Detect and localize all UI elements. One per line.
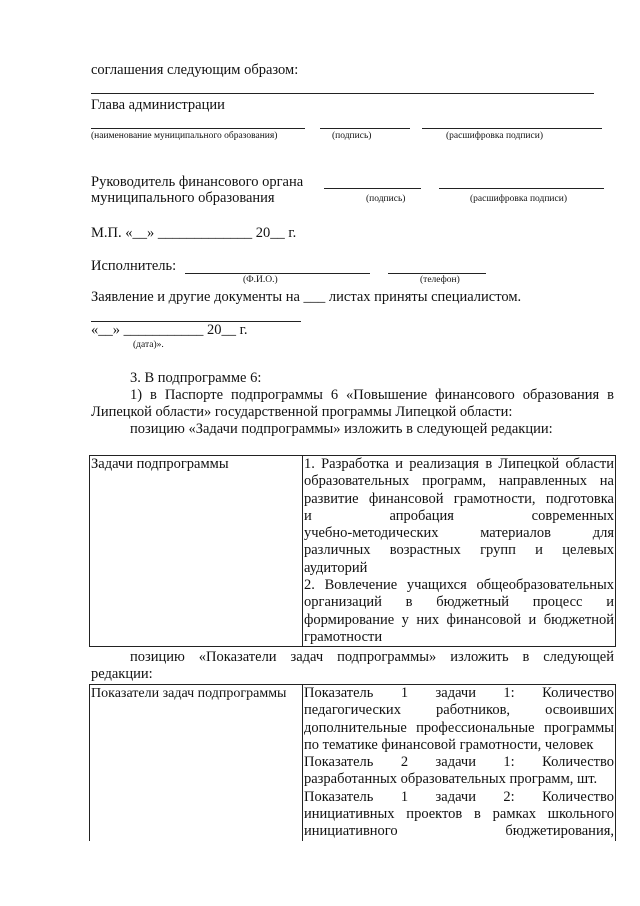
tasks-line: организаций в бюджетный процесс и	[304, 594, 614, 611]
table-cell-content	[303, 685, 616, 841]
caption-date: (дата)».	[133, 340, 164, 350]
tasks-line: 2. Вовлечение учащихся общеобразовательных	[304, 577, 614, 594]
tasks-line: 1. Разработка и реализация в Липецкой области	[304, 456, 614, 472]
indicator-line: педагогических работников, освоивших	[304, 702, 614, 719]
item-3-1-line2: Липецкой области» государственной программы Липецкой области:	[91, 404, 513, 420]
table-row	[90, 685, 616, 841]
fin-head-title-line2: муниципального образования	[91, 190, 275, 206]
tasks-line: различных возрастных групп и целевых	[304, 542, 614, 559]
caption-decoding-2: (расшифровка подписи)	[470, 194, 567, 204]
table-cell-content	[303, 456, 616, 647]
caption-phone: (телефон)	[420, 275, 460, 285]
tasks-line: формирование у них финансовой и бюджетной	[304, 611, 614, 628]
caption-signature-1: (подпись)	[332, 131, 372, 141]
indicator-line: Показатель 1 задачи 1: Количество	[304, 685, 614, 701]
decoding-line-1	[422, 128, 602, 129]
tasks-line: развитие финансовой грамотности, подготовка	[304, 490, 614, 507]
table-cell-label	[90, 456, 303, 647]
tasks-label: Задачи подпрограммы	[91, 456, 229, 472]
caption-fio: (Ф.И.О.)	[243, 275, 278, 285]
statement-text: Заявление и другие документы на ___ листах приняты специалистом.	[91, 289, 522, 305]
tasks-line: и апробация современных	[304, 507, 614, 524]
tasks-line: аудиторий	[304, 559, 368, 576]
decoding-line-2	[439, 188, 604, 189]
indicator-line: Показатель 1 задачи 2: Количество	[304, 788, 614, 805]
tasks-intro: позицию «Задачи подпрограммы» изложить в следующей редакции:	[130, 421, 553, 437]
indicator-line: инициативного бюджетирования,	[304, 823, 614, 840]
tasks-line: учебно-методических материалов для	[304, 525, 614, 542]
indicators-intro-line1: позицию «Показатели задач подпрограммы» изложить в следующей	[130, 649, 614, 665]
caption-municipality: (наименование муниципального образования)	[91, 131, 278, 141]
executor-label: Исполнитель:	[91, 258, 177, 274]
intro-text: соглашения следующим образом:	[91, 62, 299, 78]
tasks-table	[89, 455, 616, 647]
tasks-line: образовательных программ, направленных на	[304, 473, 614, 490]
table-row	[90, 456, 616, 647]
indicators-label: Показатели задач подпрограммы	[91, 686, 287, 701]
fin-head-title-line1: Руководитель финансового органа	[91, 174, 304, 190]
signature-line-1	[320, 128, 410, 129]
phone-line	[388, 273, 486, 274]
tasks-line: грамотности	[304, 628, 383, 645]
indicator-line: разработанных образовательных программ, шт.	[304, 771, 598, 788]
divider-line	[91, 93, 594, 94]
indicators-intro-line2: редакции:	[91, 666, 153, 682]
indicator-line: инициативных проектов в рамках школьного	[304, 806, 614, 823]
caption-signature-2: (подпись)	[366, 194, 406, 204]
caption-decoding-1: (расшифровка подписи)	[446, 131, 543, 141]
head-admin-title: Глава администрации	[91, 97, 225, 113]
table-cell-label	[90, 685, 303, 841]
signature-line-2	[324, 188, 421, 189]
date-line: «__» ___________ 20__ г.	[91, 322, 248, 338]
fio-line	[185, 273, 370, 274]
municipality-line	[91, 128, 305, 129]
indicators-table	[89, 684, 616, 841]
item-3-1-line1: 1) в Паспорте подпрограммы 6 «Повышение финансового образования в	[130, 387, 614, 403]
indicator-line: дополнительные профессиональные программы	[304, 719, 614, 736]
indicator-line: Показатель 2 задачи 1: Количество	[304, 754, 614, 771]
indicator-line: по тематике финансовой грамотности, человек	[304, 736, 594, 753]
item-3-text: 3. В подпрограмме 6:	[130, 370, 262, 386]
stamp-date-line: М.П. «__» _____________ 20__ г.	[91, 225, 297, 241]
